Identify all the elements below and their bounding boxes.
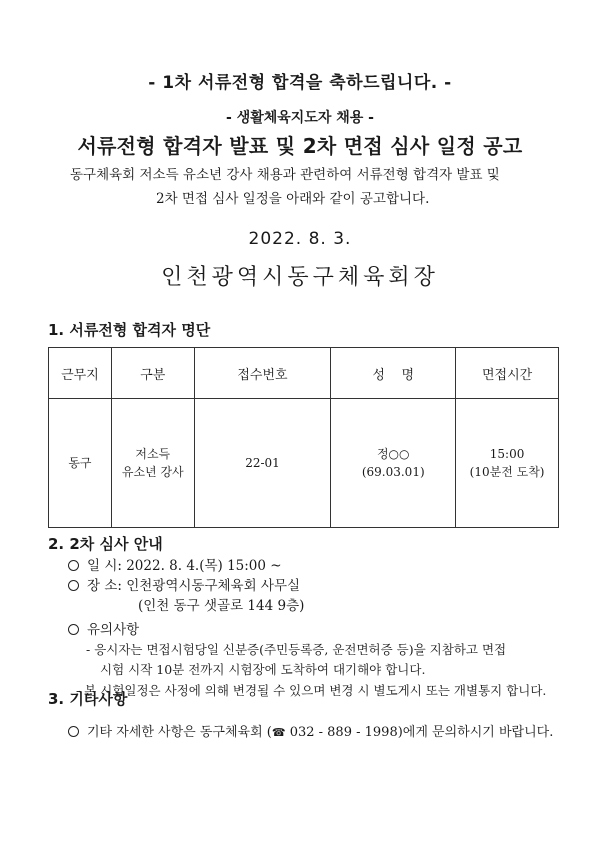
contact-suffix: )에게 문의하시기 바랍니다. xyxy=(397,725,554,740)
table-row xyxy=(49,399,559,528)
applicant-birth: (69.03.01) xyxy=(361,465,425,479)
cell-receipt-number: 22-01 xyxy=(194,399,331,528)
contact-phone: 032 - 889 - 1998 xyxy=(285,725,398,740)
interview-time-note: (10분전 도착) xyxy=(469,465,545,479)
table-header-row xyxy=(49,348,559,399)
congratulation-banner: - 1차 서류전형 합격을 축하드립니다. - xyxy=(148,73,452,93)
cell-interview-time xyxy=(456,399,559,528)
column-header-name: 성 명 xyxy=(331,348,456,399)
phone-icon: ☎ xyxy=(271,726,286,739)
cell-category xyxy=(111,399,194,528)
notice-title: 서류전형 합격자 발표 및 2차 면접 심사 일정 공고 xyxy=(77,134,523,158)
circle-bullet-icon xyxy=(68,726,79,737)
category-line-2: 유소년 강사 xyxy=(121,465,184,479)
intro-paragraph xyxy=(70,163,560,211)
cell-location: 동구 xyxy=(49,399,112,528)
contact-prefix: 기타 자세한 사항은 동구체육회 ( xyxy=(87,725,272,740)
cell-name xyxy=(331,399,456,528)
address-text: (인천 동구 샛골로 144 9층) xyxy=(138,598,305,614)
column-header-receipt-number: 접수번호 xyxy=(194,348,331,399)
note-1-line-1: - 응시자는 면접시험당일 신분증(주민등록증, 운전면허증 등)을 지참하고 면접 xyxy=(86,642,507,657)
schedule-item xyxy=(68,554,282,574)
section-1-heading: 1. 서류전형 합격자 명단 xyxy=(48,321,211,339)
note-1-line-2: 시험 시작 10분 전까지 시험장에 도착하여 대기해야 합니다. xyxy=(100,662,426,677)
intro-line-1: 동구체육회 저소득 유소년 강사 채용과 관련하여 서류전형 합격자 발표 및 xyxy=(70,167,500,183)
note-2: - 본 시험일정은 사정에 의해 변경될 수 있으며 변경 시 별도게시 또는 개별통지 합니다. xyxy=(76,683,547,698)
category-line-1: 저소득 xyxy=(135,447,171,461)
place-text: 장 소: 인천광역시동구체육회 사무실 xyxy=(87,578,301,594)
section-3-heading: 3. 기타사항 xyxy=(48,690,128,708)
passer-table xyxy=(48,347,559,528)
interview-time: 15:00 xyxy=(489,447,525,461)
circle-bullet-icon xyxy=(68,560,79,571)
section-2-heading: 2. 2차 심사 안내 xyxy=(48,535,163,553)
notice-date: 2022. 8. 3. xyxy=(248,229,352,249)
schedule-text: 일 시: 2022. 8. 4.(목) 15:00 ~ xyxy=(87,558,282,574)
notice-subtitle: - 생활체육지도자 채용 - xyxy=(226,110,374,126)
circle-bullet-icon xyxy=(68,580,79,591)
column-header-category: 구분 xyxy=(111,348,194,399)
organization-signature: 인천광역시동구체육회장 xyxy=(161,265,439,290)
notes-title: 유의사항 xyxy=(87,622,140,638)
place-item xyxy=(68,574,300,594)
circle-bullet-icon xyxy=(68,624,79,635)
column-header-interview-time: 면접시간 xyxy=(456,348,559,399)
notes-item xyxy=(68,618,139,638)
contact-item xyxy=(68,721,553,740)
applicant-name: 정○○ xyxy=(376,447,410,461)
intro-line-2: 2차 면접 심사 일정을 아래와 같이 공고합니다. xyxy=(156,191,430,207)
column-header-location: 근무지 xyxy=(49,348,112,399)
